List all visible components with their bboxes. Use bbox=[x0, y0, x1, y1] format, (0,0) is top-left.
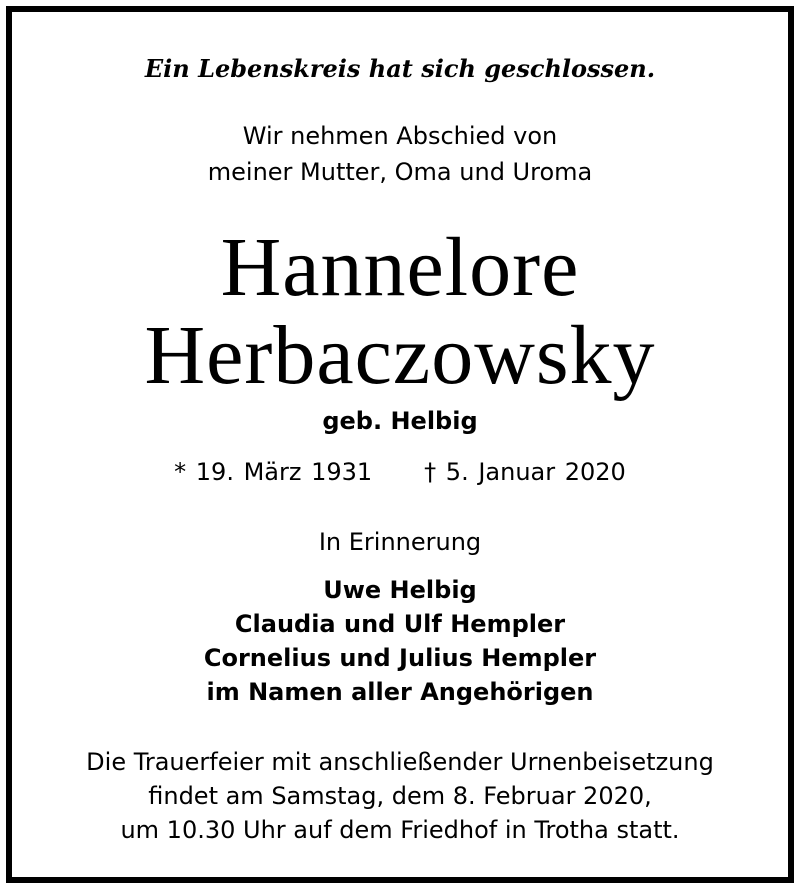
life-dates bbox=[0, 455, 800, 489]
first-name: Hannelore bbox=[220, 221, 580, 314]
ceremony-line: um 10.30 Uhr auf dem Friedhof in Trotha statt. bbox=[120, 816, 680, 844]
mourner: Claudia und Ulf Hempler bbox=[234, 610, 566, 638]
memory-text: In Erinnerung bbox=[318, 528, 482, 556]
ceremony-info bbox=[0, 745, 800, 847]
ceremony-line: findet am Samstag, dem 8. Februar 2020, bbox=[148, 782, 652, 810]
birth-date: * 19. März 1931 bbox=[174, 458, 373, 486]
mourner: Uwe Helbig bbox=[323, 576, 477, 604]
intro-line: Wir nehmen Abschied von bbox=[242, 122, 558, 150]
deceased-name bbox=[0, 221, 800, 402]
ceremony-line: Die Trauerfeier mit anschließender Urnenbeisetzung bbox=[86, 748, 714, 776]
intro-line: meiner Mutter, Oma und Uroma bbox=[207, 158, 593, 186]
death-date: † 5. Januar 2020 bbox=[424, 458, 626, 486]
mourner: Cornelius und Julius Hempler bbox=[203, 644, 597, 672]
last-name: Herbaczowsky bbox=[144, 309, 656, 402]
intro-text bbox=[0, 118, 800, 190]
motto: Ein Lebenskreis hat sich geschlossen. bbox=[144, 54, 656, 83]
mourner: im Namen aller Angehörigen bbox=[206, 678, 594, 706]
mourners-list bbox=[0, 573, 800, 709]
maiden-name: geb. Helbig bbox=[322, 407, 478, 435]
